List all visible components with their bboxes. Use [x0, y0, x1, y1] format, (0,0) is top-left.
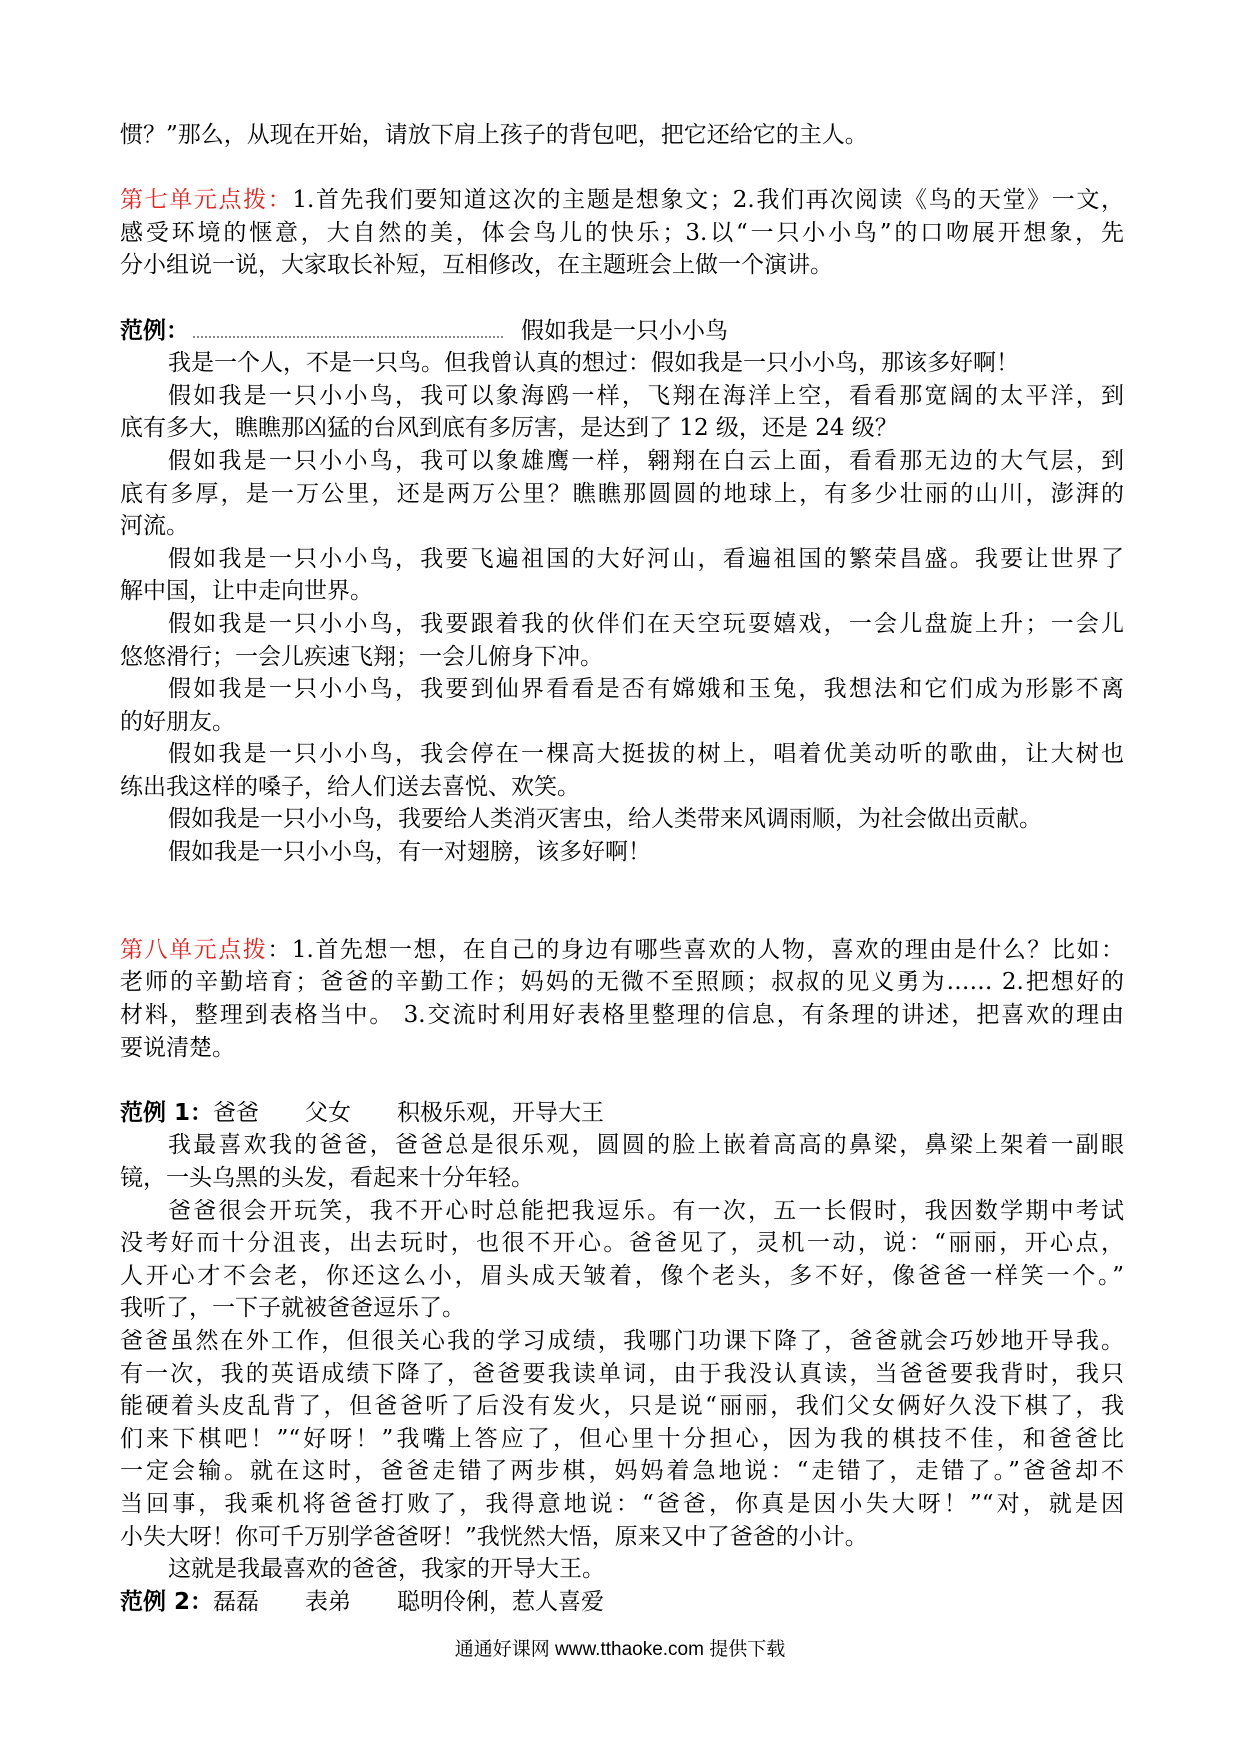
blank-line: [120, 869, 1124, 902]
line-text: 假如我是一只小小鸟，我可以象雄鹰一样，翱翔在白云上面，看看那无边的大气层，到: [168, 447, 1124, 474]
paragraph: [120, 1129, 1124, 1194]
section-paragraph: [120, 184, 1124, 282]
unit-guide-label: 第八单元点拨: [120, 936, 268, 963]
line-text: 假如我是一只小小鸟，我要飞遍祖国的大好河山，看遍祖国的繁荣昌盛。我要让世界了: [168, 545, 1124, 572]
line-text: 我听了，一下子就被爸爸逗乐了。: [120, 1295, 465, 1322]
line-text: 感受环境的惬意，大自然的美，体会鸟儿的快乐；3.以“一只小小鸟”的口吻展开想象，先: [120, 219, 1124, 246]
paragraph: [120, 445, 1124, 543]
example-label: 范例 1：: [120, 1099, 214, 1126]
text-line: [120, 1162, 1124, 1195]
blank-line: [120, 282, 1124, 315]
line-text: 河流。: [120, 513, 189, 540]
text-line: [120, 1195, 1124, 1228]
line-text: 老师的辛勤培育；爸爸的辛勤工作；妈妈的无微不至照顾；叔叔的见义勇为…… 2.把想好的: [120, 969, 1124, 996]
text-line: [120, 1325, 1124, 1358]
line-text: 解中国，让中走向世界。: [120, 578, 373, 605]
page-footer: 通通好课网 www.tthaoke.com 提供下载: [454, 1639, 786, 1660]
text-line: [120, 966, 1124, 999]
line-text: 人开心才不会老，你还这么小，眉头成天皱着，像个老头，多不好，像爸爸一样笑一个。”: [120, 1262, 1124, 1289]
text-line: [120, 608, 1124, 641]
text-line: [120, 478, 1124, 511]
dotted-leader: [193, 326, 503, 338]
line-text: 爸爸虽然在外工作，但很关心我的学习成绩，我哪门功课下降了，爸爸就会巧妙地开导我。: [120, 1327, 1124, 1354]
paragraph: [120, 803, 1124, 836]
example-label: 范例 2：: [120, 1588, 214, 1615]
text-line: [120, 249, 1124, 282]
text-line: [120, 1521, 1124, 1554]
paragraph: [120, 119, 1124, 152]
line-text: 假如我是一只小小鸟，我可以象海鸥一样，飞翔在海洋上空，看看那宽阔的太平洋，到: [168, 382, 1124, 409]
text-line: [120, 1292, 1124, 1325]
line-text: 分小组说一说，大家取长补短，互相修改，在主题班会上做一个演讲。: [120, 252, 833, 279]
text-line: [120, 641, 1124, 674]
line-text: 这就是我最喜欢的爸爸，我家的开导大王。: [168, 1556, 605, 1583]
text-line: [120, 412, 1124, 445]
text-line: [120, 510, 1124, 543]
section-paragraph: [120, 315, 1124, 348]
line-text: 悠悠滑行；一会儿疾速飞翔；一会儿俯身下冲。: [120, 643, 603, 670]
paragraph: [120, 1553, 1124, 1586]
text-line: [120, 738, 1124, 771]
text-line: [120, 575, 1124, 608]
line-text: 材料，整理到表格当中。 3.交流时利用好表格里整理的信息，有条理的讲述，把喜欢的理由: [120, 1002, 1124, 1029]
line-text: 当回事，我乘机将爸爸打败了，我得意地说：“爸爸，你真是因小失大呀！”“对，就是因: [120, 1490, 1124, 1517]
text-line: [120, 706, 1124, 739]
document-body: [120, 119, 1124, 1618]
paragraph: [120, 836, 1124, 869]
text-line: [120, 1455, 1124, 1488]
line-text: 爸爸 父女 积极乐观，开导大王: [213, 1099, 605, 1126]
section-paragraph: [120, 934, 1124, 1064]
text-line: [120, 1586, 1124, 1619]
line-text: 镜，一头乌黑的头发，看起来十分年轻。: [120, 1165, 534, 1191]
text-line: [120, 445, 1124, 478]
text-line: [120, 347, 1124, 380]
paragraph: [120, 608, 1124, 673]
section-paragraph: [120, 1097, 1124, 1130]
line-text: 底有多厚，是一万公里，还是两万公里？瞧瞧那圆圆的地球上，有多少壮丽的山川，澎湃的: [120, 480, 1124, 507]
text-line: [120, 999, 1124, 1032]
unit-guide-label: 第七单元点拨：: [120, 187, 293, 214]
line-text: 底有多大，瞧瞧那凶猛的台风到底有多厉害，是达到了 12 级，还是 24 级？: [120, 415, 898, 442]
text-line: [120, 934, 1124, 967]
text-line: [120, 1032, 1124, 1065]
section-paragraph: [120, 1586, 1124, 1619]
text-line: [120, 1129, 1124, 1162]
line-text: 们来下棋吧！”“好呀！”我嘴上答应了，但心里十分担心，因为我的棋技不佳，和爸爸比: [120, 1425, 1124, 1452]
line-text: ：1.首先想一想，在自己的身边有哪些喜欢的人物，喜欢的理由是什么？比如：: [267, 936, 1124, 963]
text-line: [120, 1423, 1124, 1456]
line-text: 练出我这样的嗓子，给人们送去喜悦、欢笑。: [120, 773, 580, 800]
text-line: [120, 1097, 1124, 1130]
text-line: [120, 1553, 1124, 1586]
blank-line: [120, 1064, 1124, 1097]
line-text: 假如我是一只小小鸟: [521, 317, 728, 344]
text-line: [120, 1227, 1124, 1260]
line-text: 有一次，我的英语成绩下降了，爸爸要我读单词，由于我没认真读，当爸爸要我背时，我只: [120, 1360, 1124, 1387]
line-text: 假如我是一只小小鸟，我要给人类消灭害虫，给人类带来风调雨顺，为社会做出贡献。: [168, 806, 1042, 833]
line-text: 一定会输。就在这时，爸爸走错了两步棋，妈妈着急地说：“走错了，走错了。”爸爸却不: [120, 1458, 1124, 1485]
example-label: 范例：: [120, 317, 189, 344]
text-line: [120, 1358, 1124, 1391]
text-line: [120, 119, 1124, 152]
line-text: 假如我是一只小小鸟，我要跟着我的伙伴们在天空玩耍嬉戏，一会儿盘旋上升；一会儿: [168, 610, 1124, 637]
text-line: [120, 184, 1124, 217]
text-line: [120, 836, 1124, 869]
blank-line: [120, 152, 1124, 185]
paragraph: [120, 673, 1124, 738]
text-line: [120, 803, 1124, 836]
line-text: 爸爸很会开玩笑，我不开心时总能把我逗乐。有一次，五一长假时，我因数学期中考试: [168, 1197, 1124, 1224]
text-line: [120, 543, 1124, 576]
line-text: 磊磊 表弟 聪明伶俐，惹人喜爱: [213, 1588, 605, 1615]
line-text: 假如我是一只小小鸟，有一对翅膀，该多好啊！: [168, 839, 651, 866]
paragraph: [120, 1195, 1124, 1325]
line-text: 1.首先我们要知道这次的主题是想象文；2.我们再次阅读《鸟的天堂》一文，: [292, 187, 1124, 214]
paragraph: [120, 380, 1124, 445]
paragraph: [120, 738, 1124, 803]
paragraph: [120, 1325, 1124, 1553]
line-text: 的好朋友。: [120, 708, 235, 735]
text-line: [120, 217, 1124, 250]
blank-line: [120, 901, 1124, 934]
line-text: 我是一个人，不是一只鸟。但我曾认真的想过：假如我是一只小小鸟，那该多好啊！: [168, 350, 1019, 377]
line-text: 要说清楚。: [120, 1034, 235, 1061]
line-text: 假如我是一只小小鸟，我要到仙界看看是否有嫦娥和玉兔，我想法和它们成为形影不离: [168, 676, 1124, 703]
text-line: [120, 1390, 1124, 1423]
line-text: 我最喜欢我的爸爸，爸爸总是很乐观，圆圆的脸上嵌着高高的鼻梁，鼻梁上架着一副眼: [168, 1132, 1124, 1159]
paragraph: [120, 543, 1124, 608]
line-text: 能硬着头皮乱背了，但爸爸听了后没有发火，只是说“丽丽，我们父女俩好久没下棋了，我: [120, 1393, 1124, 1420]
line-text: 没考好而十分沮丧，出去玩时，也很不开心。爸爸见了，灵机一动，说：“丽丽，开心点，: [120, 1230, 1124, 1257]
text-line: [120, 673, 1124, 706]
line-text: 小失大呀！你可千万别学爸爸呀！”我恍然大悟，原来又中了爸爸的小计。: [120, 1523, 868, 1550]
text-line: [120, 1488, 1124, 1521]
line-text: 假如我是一只小小鸟，我会停在一棵高大挺拔的树上，唱着优美动听的歌曲，让大树也: [168, 741, 1124, 768]
paragraph: [120, 347, 1124, 380]
text-line: [120, 771, 1124, 804]
text-line: [120, 315, 1124, 348]
text-line: [120, 380, 1124, 413]
text-line: [120, 1260, 1124, 1293]
line-text: 惯？”那么，从现在开始，请放下肩上孩子的背包吧，把它还给它的主人。: [120, 122, 868, 148]
